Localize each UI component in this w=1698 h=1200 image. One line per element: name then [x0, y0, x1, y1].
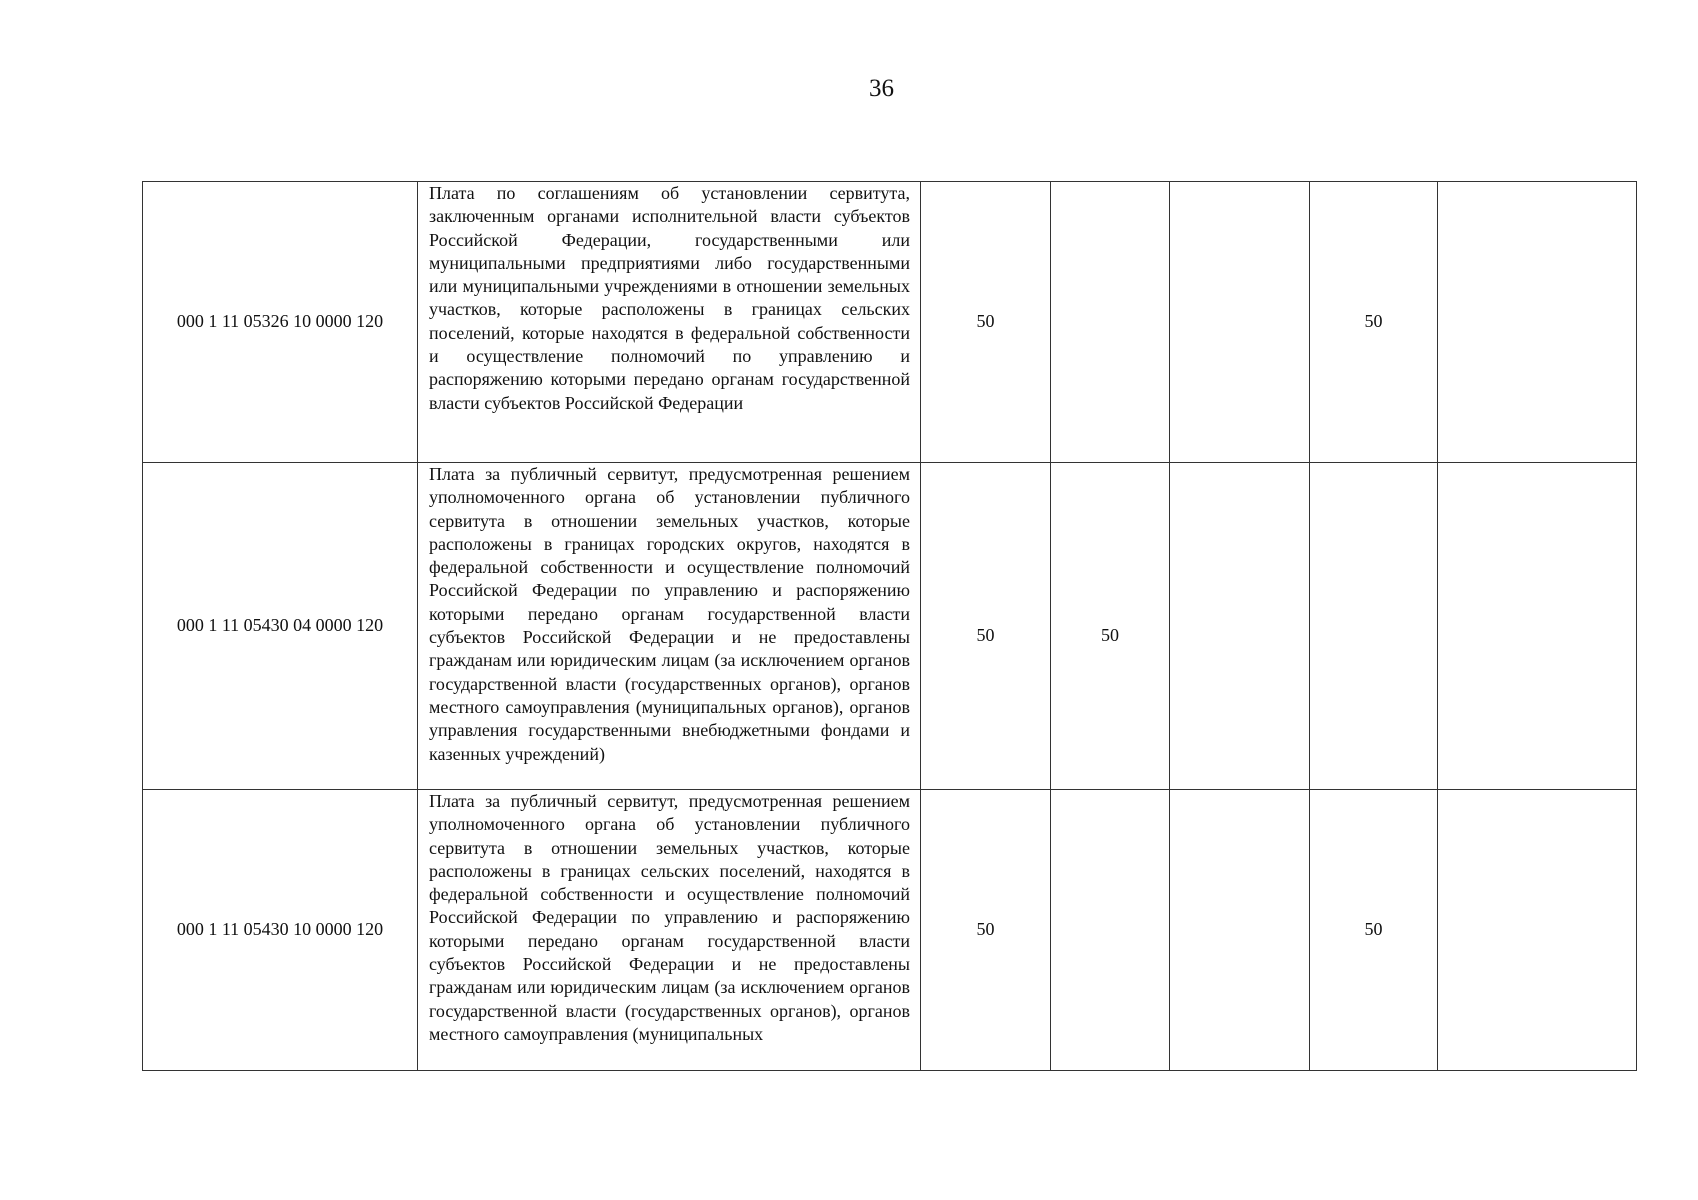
value-cell-col5 [1170, 463, 1310, 790]
description-text: Плата за публичный сервитут, предусмотренная решением уполномоченного органа об установлении публичного сервитута в отношении земельных участков, которые расположены в границах сельских поселений, находятся в федеральной собственности и осуществление полномочий Российской Федерации по управлению и распоряжению которыми передано органам государственной власти субъектов Российской Федерации и не предоставлены гражданам или юридическим лицам (за исключением органов государственной власти (государственных органов), органов местного самоуправления (муниципальных [429, 791, 910, 1044]
budget-code-cell: 000 1 11 05430 10 0000 120 [143, 790, 418, 1071]
value-cell-col5 [1170, 182, 1310, 463]
table-row [143, 790, 1637, 1071]
value-cell-col4 [1051, 182, 1170, 463]
value-cell-col6 [1310, 182, 1438, 463]
value-text: 50 [1364, 919, 1383, 940]
description-text: Плата по соглашениям об установлении сервитута, заключенным органами исполнительной власти субъектов Российской Федерации, государственными или муниципальными предприятиями либо государственными или муниципальными учреждениями в отношении земельных участков, которые расположены в границах сельских поселений, которые находятся в федеральной собственности и осуществление полномочий по управлению и распоряжению которыми передано органам государственной власти субъектов Российской Федерации [429, 183, 910, 413]
value-cell-col4 [1051, 463, 1170, 790]
value-cell-col3 [921, 463, 1051, 790]
value-cell-col7 [1438, 182, 1637, 463]
value-text: 50 [976, 625, 995, 646]
revenue-table [142, 181, 1637, 1071]
value-text: 50 [1364, 311, 1383, 332]
description-text: Плата за публичный сервитут, предусмотренная решением уполномоченного органа об установлении публичного сервитута в отношении земельных участков, которые расположены в границах городских округов, находятся в федеральной собственности и осуществление полномочий Российской Федерации по управлению и распоряжению которыми передано органам государственной власти субъектов Российской Федерации и не предоставлены гражданам или юридическим лицам (за исключением органов государственной власти (государственных органов), органов местного самоуправления (муниципальных органов), органов управления государственными внебюджетными фондами и казенных учреждений) [429, 464, 910, 764]
value-cell-col7 [1438, 463, 1637, 790]
budget-code-cell: 000 1 11 05430 04 0000 120 [143, 463, 418, 790]
value-text: 50 [976, 311, 995, 332]
value-cell-col6 [1310, 463, 1438, 790]
budget-code-cell: 000 1 11 05326 10 0000 120 [143, 182, 418, 463]
value-text: 50 [1101, 625, 1119, 646]
value-cell-col4 [1051, 790, 1170, 1071]
description-cell [418, 463, 921, 790]
value-cell-col3 [921, 182, 1051, 463]
description-cell [418, 790, 921, 1071]
table-row [143, 463, 1637, 790]
value-text: 50 [976, 919, 995, 940]
value-cell-col5 [1170, 790, 1310, 1071]
page-number: 36 [869, 75, 894, 102]
value-cell-col3 [921, 790, 1051, 1071]
table-row [143, 182, 1637, 463]
value-cell-col7 [1438, 790, 1637, 1071]
value-cell-col6 [1310, 790, 1438, 1071]
description-cell [418, 182, 921, 463]
